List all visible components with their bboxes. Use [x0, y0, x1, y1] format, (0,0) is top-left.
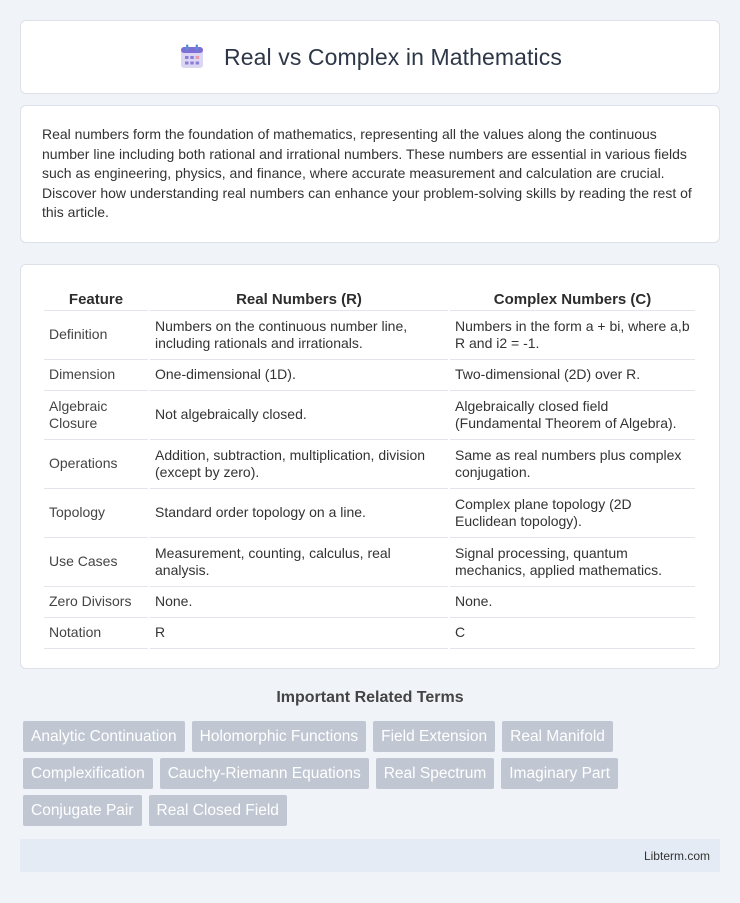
- calendar-icon: [178, 43, 206, 71]
- table-row: [44, 489, 695, 538]
- footer-link[interactable]: Libterm.com: [643, 848, 710, 863]
- table-row: [44, 360, 695, 391]
- comparison-table: [42, 283, 697, 649]
- feature-cell: Operations: [44, 440, 148, 489]
- tag-imaginary-part[interactable]: Imaginary Part: [501, 758, 618, 789]
- tag-analytic-continuation[interactable]: Analytic Continuation: [23, 721, 185, 752]
- real-cell: None.: [150, 587, 448, 618]
- feature-cell: Dimension: [44, 360, 148, 391]
- real-cell: Addition, subtraction, multiplication, division (except by zero).: [150, 440, 448, 489]
- table-row: [44, 587, 695, 618]
- feature-cell: Algebraic Closure: [44, 391, 148, 440]
- related-terms-title: Important Related Terms: [276, 689, 464, 706]
- real-cell: R: [150, 618, 448, 649]
- comparison-card: [20, 264, 720, 669]
- column-header: Complex Numbers (C): [450, 283, 695, 311]
- intro-paragraph: Real numbers form the foundation of mathematics, representing all the values along the continuous number line including both rational and irrational numbers. These numbers are essential in various fields such as engineering, physics, and finance, where accurate measurement and calculation are crucial. Discover how understanding real numbers can enhance your problem-solving skills by reading the rest of this article.: [42, 126, 692, 221]
- header-card: [20, 20, 720, 94]
- tag-complexification[interactable]: Complexification: [23, 758, 153, 789]
- tag-real-manifold[interactable]: Real Manifold: [502, 721, 613, 752]
- table-row: [44, 618, 695, 649]
- table-row: [44, 391, 695, 440]
- tag-real-closed-field[interactable]: Real Closed Field: [149, 795, 287, 826]
- page-title: Real vs Complex in Mathematics: [224, 43, 562, 70]
- feature-cell: Definition: [44, 311, 148, 360]
- tag-holomorphic-functions[interactable]: Holomorphic Functions: [192, 721, 367, 752]
- feature-cell: Topology: [44, 489, 148, 538]
- tag-real-spectrum[interactable]: Real Spectrum: [376, 758, 495, 789]
- real-cell: Not algebraically closed.: [150, 391, 448, 440]
- table-row: [44, 538, 695, 587]
- complex-cell: Numbers in the form a + bi, where a,b R and i2 = -1.: [450, 311, 695, 360]
- complex-cell: Signal processing, quantum mechanics, applied mathematics.: [450, 538, 695, 587]
- tag-field-extension[interactable]: Field Extension: [373, 721, 495, 752]
- complex-cell: C: [450, 618, 695, 649]
- real-cell: Measurement, counting, calculus, real analysis.: [150, 538, 448, 587]
- footer: [20, 839, 720, 872]
- real-cell: Numbers on the continuous number line, including rationals and irrationals.: [150, 311, 448, 360]
- complex-cell: Two-dimensional (2D) over R.: [450, 360, 695, 391]
- feature-cell: Use Cases: [44, 538, 148, 587]
- real-cell: Standard order topology on a line.: [150, 489, 448, 538]
- column-header: Feature: [44, 283, 148, 311]
- complex-cell: None.: [450, 587, 695, 618]
- tag-cauchy-riemann-equations[interactable]: Cauchy-Riemann Equations: [160, 758, 369, 789]
- column-header: Real Numbers (R): [150, 283, 448, 311]
- complex-cell: Complex plane topology (2D Euclidean topology).: [450, 489, 695, 538]
- tag-conjugate-pair[interactable]: Conjugate Pair: [23, 795, 142, 826]
- table-row: [44, 311, 695, 360]
- complex-cell: Same as real numbers plus complex conjugation.: [450, 440, 695, 489]
- intro-card: [20, 105, 720, 243]
- table-row: [44, 440, 695, 489]
- related-terms-list: [23, 721, 723, 826]
- feature-cell: Zero Divisors: [44, 587, 148, 618]
- complex-cell: Algebraically closed field (Fundamental Theorem of Algebra).: [450, 391, 695, 440]
- feature-cell: Notation: [44, 618, 148, 649]
- table-header-row: [44, 283, 695, 311]
- header: [178, 43, 562, 71]
- real-cell: One-dimensional (1D).: [150, 360, 448, 391]
